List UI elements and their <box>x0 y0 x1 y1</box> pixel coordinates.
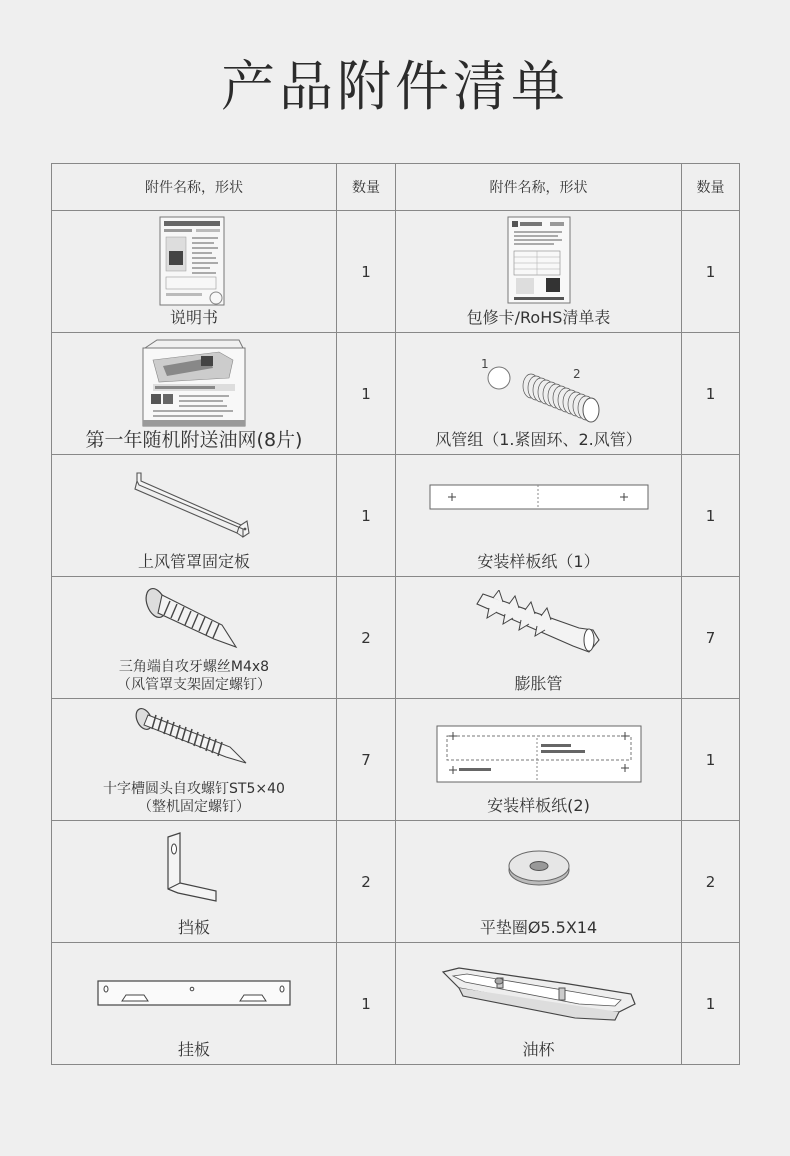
item-name: 安装样板纸（1） <box>477 552 600 571</box>
table-row <box>52 333 740 455</box>
item-name: 第一年随机附送油网(8片) <box>85 429 303 451</box>
item-cell <box>52 577 337 699</box>
page-title: 产品附件清单 <box>221 55 569 118</box>
item-cell <box>396 333 682 455</box>
wall-plug-icon <box>469 590 609 656</box>
duct-set-icon <box>469 352 609 426</box>
item-qty: 1 <box>337 211 396 333</box>
item-name: 包修卡/RoHS清单表 <box>466 308 611 327</box>
item-name-note: （风管罩支架固定螺钉） <box>117 677 271 693</box>
warranty-card-icon <box>504 215 574 307</box>
template-paper-1-icon <box>428 483 650 511</box>
item-qty: 2 <box>337 577 396 699</box>
header-qty-left: 数量 <box>337 164 396 211</box>
item-cell <box>396 821 682 943</box>
table-header-row <box>52 164 740 211</box>
item-cell <box>396 455 682 577</box>
triangle-screw-icon <box>144 585 244 651</box>
item-name: 膨胀管 <box>514 674 563 693</box>
item-qty: 7 <box>682 577 740 699</box>
table-row <box>52 943 740 1065</box>
item-cell <box>52 455 337 577</box>
item-name: 上风管罩固定板 <box>137 552 250 571</box>
duct-cover-bracket-icon <box>129 471 259 543</box>
item-cell <box>52 821 337 943</box>
table-row <box>52 577 740 699</box>
item-cell <box>396 943 682 1065</box>
item-cell <box>52 699 337 821</box>
header-qty-right: 数量 <box>682 164 740 211</box>
duct-mark-1: 1 <box>480 357 489 371</box>
item-name: 挂板 <box>177 1040 210 1059</box>
item-qty: 1 <box>682 455 740 577</box>
item-name: 安装样板纸(2) <box>487 796 590 815</box>
header-name-left: 附件名称，形状 <box>52 164 337 211</box>
item-qty: 1 <box>337 455 396 577</box>
duct-mark-2: 2 <box>572 367 581 381</box>
accessory-table <box>51 163 740 1065</box>
item-name: 说明书 <box>169 308 218 327</box>
item-qty: 2 <box>337 821 396 943</box>
item-name: 十字槽圆头自攻螺钉ST5×40 <box>103 781 285 797</box>
item-qty: 2 <box>682 821 740 943</box>
item-qty: 1 <box>337 333 396 455</box>
header-name-right: 附件名称，形状 <box>396 164 682 211</box>
table-row <box>52 699 740 821</box>
item-cell <box>396 699 682 821</box>
item-qty: 1 <box>682 333 740 455</box>
item-qty: 1 <box>682 943 740 1065</box>
table-row <box>52 455 740 577</box>
item-qty: 1 <box>337 943 396 1065</box>
item-name-note: （整机固定螺钉） <box>138 799 250 815</box>
item-name: 挡板 <box>177 918 210 937</box>
item-name: 平垫圈Ø5.5X14 <box>479 918 598 937</box>
item-name: 油杯 <box>522 1040 555 1059</box>
flat-washer-icon <box>504 848 574 888</box>
hanging-plate-icon <box>96 979 292 1009</box>
template-paper-2-icon <box>435 724 643 784</box>
manual-icon <box>156 215 232 307</box>
oil-filter-box-icon <box>139 338 249 428</box>
baffle-bracket-icon <box>164 831 224 903</box>
item-name: 风管组（1.紧固环、2.风管） <box>435 430 642 449</box>
item-cell <box>52 943 337 1065</box>
item-qty: 7 <box>337 699 396 821</box>
item-qty: 1 <box>682 699 740 821</box>
item-cell <box>52 211 337 333</box>
item-qty: 1 <box>682 211 740 333</box>
phillips-screw-icon <box>134 707 254 767</box>
oil-cup-icon <box>439 964 639 1022</box>
table-row <box>52 211 740 333</box>
item-cell <box>52 333 337 455</box>
table-row <box>52 821 740 943</box>
item-name: 三角端自攻牙螺丝M4x8 <box>118 659 270 675</box>
item-cell <box>396 577 682 699</box>
item-cell <box>396 211 682 333</box>
